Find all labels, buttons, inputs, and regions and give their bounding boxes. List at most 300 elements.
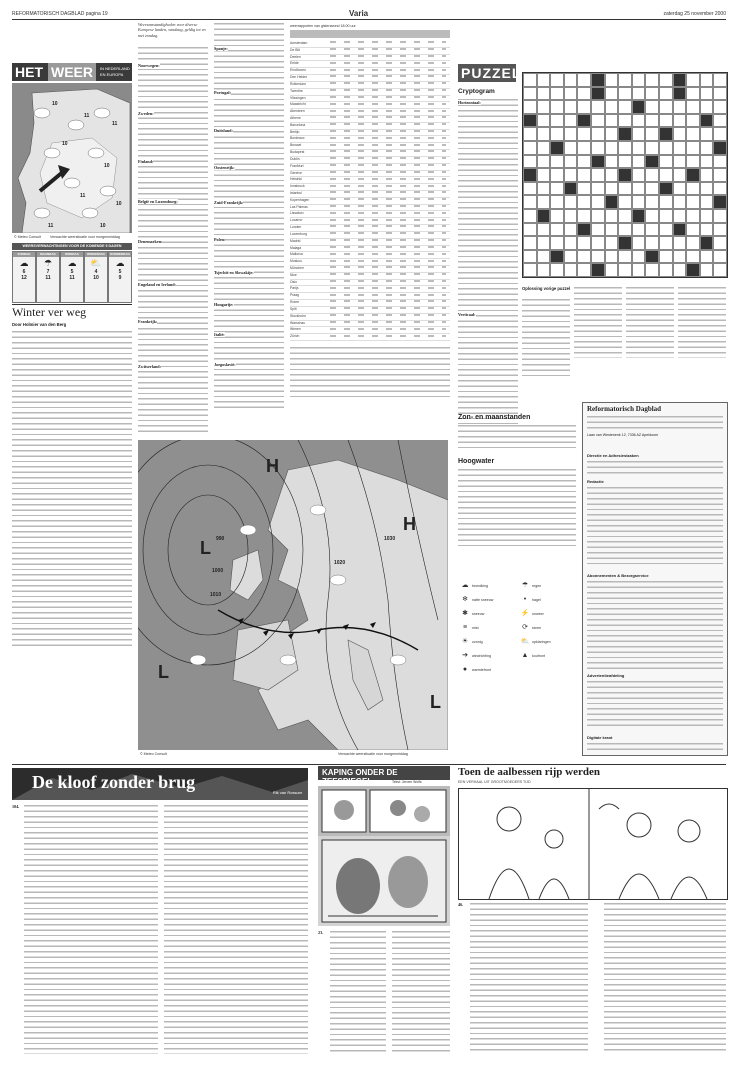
crossword-cell[interactable]: [713, 127, 727, 141]
crossword-cell[interactable]: [686, 209, 700, 223]
table-values: [330, 130, 446, 132]
crossword-cell[interactable]: [591, 182, 605, 196]
crossword-cell[interactable]: [645, 182, 659, 196]
table-city: Deelen: [290, 54, 301, 59]
crossword-cell[interactable]: [673, 168, 687, 182]
crossword-cell[interactable]: [713, 236, 727, 250]
crossword-cell[interactable]: [537, 141, 551, 155]
table-city: Brussel: [290, 143, 302, 148]
crossword-cell[interactable]: [591, 127, 605, 141]
crossword-cell[interactable]: [713, 100, 727, 114]
crossword-cell[interactable]: [700, 195, 714, 209]
crossword-cell[interactable]: [632, 87, 646, 101]
crossword-cell[interactable]: [537, 182, 551, 196]
crossword-cell[interactable]: [713, 73, 727, 87]
forecast-day-max: 11: [45, 275, 51, 281]
crossword-cell[interactable]: [537, 250, 551, 264]
forecast-day-name: DONDERDAG: [110, 252, 130, 256]
crossword-cell[interactable]: [523, 127, 537, 141]
crossword-cell[interactable]: [605, 263, 619, 277]
crossword-cell[interactable]: [550, 114, 564, 128]
crossword-cell[interactable]: [577, 236, 591, 250]
table-city: Genève: [290, 170, 302, 175]
crossword-cell[interactable]: [632, 127, 646, 141]
legend-label: opklaringen: [532, 640, 551, 644]
crossword-cell[interactable]: [550, 263, 564, 277]
europe-pressure-map: [138, 440, 448, 750]
crossword-cell[interactable]: [673, 100, 687, 114]
europe-lead: Finland:: [138, 159, 154, 164]
crossword-cell[interactable]: [686, 155, 700, 169]
crossword-cell[interactable]: [550, 182, 564, 196]
solution-col3: [626, 286, 674, 358]
crossword-cell[interactable]: [713, 114, 727, 128]
crossword-cell[interactable]: [618, 209, 632, 223]
legend-label: mist: [472, 626, 479, 630]
crossword-cell[interactable]: [591, 263, 605, 277]
crossword-cell[interactable]: [550, 250, 564, 264]
table-values: [330, 219, 446, 221]
crossword-cell[interactable]: [537, 209, 551, 223]
crossword-cell[interactable]: [645, 73, 659, 87]
legend-item: [518, 580, 576, 592]
crossword-cell[interactable]: [577, 73, 591, 87]
tide-text: [458, 468, 576, 548]
europe-lead: Zweden:: [138, 111, 154, 116]
legend-item: [458, 594, 516, 606]
crossword-cell[interactable]: [673, 127, 687, 141]
table-values: [330, 335, 446, 337]
forecast-day-max: 9: [118, 275, 122, 281]
crossword-cell[interactable]: [618, 195, 632, 209]
crossword-cell[interactable]: [577, 127, 591, 141]
table-values: [330, 198, 446, 200]
crossword-cell[interactable]: [550, 100, 564, 114]
crossword-cell[interactable]: [591, 223, 605, 237]
crossword-cell[interactable]: [591, 236, 605, 250]
masthead-date: zaterdag 25 november 2000: [663, 11, 726, 17]
crossword-cell[interactable]: [632, 250, 646, 264]
crossword-cell[interactable]: [713, 195, 727, 209]
isobar-label: 1020: [334, 560, 346, 566]
crossword-cell[interactable]: [713, 168, 727, 182]
crossword-cell[interactable]: [537, 236, 551, 250]
crossword-cell[interactable]: [523, 141, 537, 155]
pressure-high: H: [266, 456, 279, 476]
crossword-cell[interactable]: [605, 114, 619, 128]
crossword-cell[interactable]: [673, 236, 687, 250]
table-city: Bordeaux: [290, 136, 305, 141]
crossword-cell[interactable]: [673, 263, 687, 277]
table-values: [330, 178, 446, 180]
crossword-cell[interactable]: [550, 87, 564, 101]
crossword-cell[interactable]: [659, 114, 673, 128]
crossword-cell[interactable]: [659, 263, 673, 277]
crossword-cell[interactable]: [550, 141, 564, 155]
crossword-cell[interactable]: [686, 100, 700, 114]
crossword-cell[interactable]: [645, 168, 659, 182]
crossword-cell[interactable]: [605, 100, 619, 114]
crossword-cell[interactable]: [686, 263, 700, 277]
legend-label: sneeuw: [472, 612, 485, 616]
masthead-left: REFORMATORISCH DAGBLAD pagina 19: [12, 11, 108, 17]
crossword-cell[interactable]: [605, 87, 619, 101]
crossword-cell[interactable]: [564, 87, 578, 101]
table-city: Rome: [290, 300, 300, 305]
crossword-cell[interactable]: [564, 209, 578, 223]
crossword-cell[interactable]: [632, 73, 646, 87]
crossword-cell[interactable]: [645, 100, 659, 114]
crossword-cell[interactable]: [713, 250, 727, 264]
crossword-cell[interactable]: [605, 182, 619, 196]
crossword-cell[interactable]: [618, 182, 632, 196]
crossword-cell[interactable]: [577, 100, 591, 114]
crossword-cell[interactable]: [523, 114, 537, 128]
crossword-cell[interactable]: [591, 155, 605, 169]
crossword-cell[interactable]: [591, 195, 605, 209]
crossword-cell[interactable]: [686, 141, 700, 155]
crossword-cell[interactable]: [659, 209, 673, 223]
crossword-cell[interactable]: [577, 155, 591, 169]
crossword-cell[interactable]: [700, 87, 714, 101]
crossword-cell[interactable]: [659, 127, 673, 141]
crossword-cell[interactable]: [618, 114, 632, 128]
crossword-cell[interactable]: [618, 168, 632, 182]
crossword-cell[interactable]: [632, 141, 646, 155]
map-temp: 11: [48, 223, 54, 229]
crossword-cell[interactable]: [564, 263, 578, 277]
crossword-cell[interactable]: [659, 195, 673, 209]
crossword-cell[interactable]: [523, 236, 537, 250]
crossword-cell[interactable]: [564, 100, 578, 114]
pressure-high: H: [403, 514, 416, 534]
crossword-cell[interactable]: [645, 223, 659, 237]
crossword-cell[interactable]: [673, 250, 687, 264]
crossword-cell[interactable]: [659, 168, 673, 182]
crossword-cell[interactable]: [700, 182, 714, 196]
crossword-cell[interactable]: [550, 236, 564, 250]
crossword-cell[interactable]: [564, 223, 578, 237]
crossword-cell[interactable]: [686, 250, 700, 264]
crossword-cell[interactable]: [618, 155, 632, 169]
crossword-cell[interactable]: [523, 263, 537, 277]
crossword-cell[interactable]: [700, 73, 714, 87]
crossword-cell[interactable]: [537, 195, 551, 209]
crossword-cell[interactable]: [537, 100, 551, 114]
crossword-cell[interactable]: [550, 223, 564, 237]
crossword-cell[interactable]: [591, 141, 605, 155]
legend-item: [458, 622, 516, 634]
crossword-cell[interactable]: [700, 155, 714, 169]
crossword-cell[interactable]: [577, 168, 591, 182]
crossword-cell[interactable]: [645, 263, 659, 277]
crossword-cell[interactable]: [700, 250, 714, 264]
crossword-cell[interactable]: [673, 195, 687, 209]
crossword-cell[interactable]: [605, 236, 619, 250]
puzzle-brand-label: PUZZEL: [461, 65, 522, 81]
crossword-cell[interactable]: [645, 236, 659, 250]
weather-brand-het: HET: [15, 64, 43, 80]
crossword-cell[interactable]: [686, 182, 700, 196]
crossword-cell[interactable]: [523, 209, 537, 223]
crossword-cell[interactable]: [645, 141, 659, 155]
crossword-cell[interactable]: [523, 182, 537, 196]
table-values: [330, 75, 446, 77]
crossword-cell[interactable]: [564, 155, 578, 169]
masthead-section: Varia: [349, 9, 369, 18]
crossword-cell[interactable]: [605, 195, 619, 209]
puzzle-brand: [458, 64, 522, 82]
masthead-rule: [12, 19, 726, 20]
crossword-cell[interactable]: [645, 114, 659, 128]
crossword-cell[interactable]: [605, 73, 619, 87]
info-section-text: [587, 460, 723, 476]
crossword-cell[interactable]: [550, 73, 564, 87]
crossword-cell[interactable]: [618, 127, 632, 141]
crossword-cell[interactable]: [686, 127, 700, 141]
crossword-cell[interactable]: [632, 209, 646, 223]
crossword-cell[interactable]: [537, 155, 551, 169]
crossword-cell[interactable]: [564, 250, 578, 264]
table-values: [330, 314, 446, 316]
article-author: Door Holmier van den Berg: [12, 322, 67, 327]
legend-item: [518, 622, 576, 634]
table-values: [330, 253, 446, 255]
europe-lead: Noorwegen:: [138, 63, 160, 68]
crossword-cell[interactable]: [591, 100, 605, 114]
crossword-cell[interactable]: [577, 141, 591, 155]
crossword-cell[interactable]: [700, 209, 714, 223]
crossword-cell[interactable]: [618, 73, 632, 87]
crossword-cell[interactable]: [700, 236, 714, 250]
crossword-cell[interactable]: [564, 141, 578, 155]
weather-table: [290, 40, 450, 340]
crossword-cell[interactable]: [618, 223, 632, 237]
crossword-cell[interactable]: [673, 114, 687, 128]
crossword-cell[interactable]: [577, 195, 591, 209]
crossword-cell[interactable]: [686, 114, 700, 128]
crossword-cell[interactable]: [632, 195, 646, 209]
crossword-cell[interactable]: [537, 73, 551, 87]
crossword-cell[interactable]: [605, 209, 619, 223]
crossword-cell[interactable]: [686, 223, 700, 237]
crossword-cell[interactable]: [659, 182, 673, 196]
crossword-cell[interactable]: [605, 168, 619, 182]
crossword-cell[interactable]: [673, 87, 687, 101]
crossword-cell[interactable]: [618, 250, 632, 264]
table-city: Wenen: [290, 327, 301, 332]
crossword-cell[interactable]: [673, 141, 687, 155]
crossword-cell[interactable]: [537, 87, 551, 101]
crossword-cell[interactable]: [523, 100, 537, 114]
crossword-cell[interactable]: [591, 250, 605, 264]
crossword-cell[interactable]: [686, 73, 700, 87]
crossword-cell[interactable]: [632, 100, 646, 114]
crossword-cell[interactable]: [659, 73, 673, 87]
crossword-cell[interactable]: [673, 155, 687, 169]
crossword-cell[interactable]: [700, 263, 714, 277]
legend-item: [458, 580, 516, 592]
crossword-cell[interactable]: [645, 195, 659, 209]
crossword-cell[interactable]: [618, 100, 632, 114]
crossword-cell[interactable]: [577, 250, 591, 264]
legend-icon: ❄: [462, 596, 468, 603]
crossword-cell[interactable]: [645, 155, 659, 169]
crossword-cell[interactable]: [537, 223, 551, 237]
crossword-cell[interactable]: [577, 263, 591, 277]
crossword-cell[interactable]: [523, 73, 537, 87]
crossword-cell[interactable]: [523, 223, 537, 237]
crossword-cell[interactable]: [700, 141, 714, 155]
europe-lead: Tsjechië en Slowakije:: [214, 270, 254, 275]
crossword-cell[interactable]: [645, 250, 659, 264]
legend-label: natte sneeuw: [472, 598, 494, 602]
crossword-cell[interactable]: [700, 114, 714, 128]
crossword-cell[interactable]: [537, 168, 551, 182]
crossword-cell[interactable]: [523, 195, 537, 209]
crossword-cell[interactable]: [577, 209, 591, 223]
table-city: Stockholm: [290, 313, 306, 318]
forecast-day: [36, 251, 60, 303]
crossword-cell[interactable]: [700, 168, 714, 182]
europe-lead: Portugal:: [214, 90, 231, 95]
crossword-cell[interactable]: [564, 168, 578, 182]
crossword-cell[interactable]: [686, 195, 700, 209]
crossword-cell[interactable]: [659, 141, 673, 155]
crossword-cell[interactable]: [673, 223, 687, 237]
crossword-cell[interactable]: [605, 141, 619, 155]
crossword-cell[interactable]: [591, 114, 605, 128]
map-temp: 10: [100, 223, 106, 229]
table-city: Twenthe: [290, 88, 303, 93]
crossword-cell[interactable]: [523, 87, 537, 101]
crossword-cell[interactable]: [645, 127, 659, 141]
crossword-cell[interactable]: [605, 155, 619, 169]
crossword-cell[interactable]: [632, 168, 646, 182]
crossword-cell[interactable]: [686, 87, 700, 101]
forecast-title: WEERSVERWACHTINGEN VOOR DE KOMENDE 5 DAGEN: [12, 243, 132, 250]
crossword-cell[interactable]: [659, 223, 673, 237]
crossword-cell[interactable]: [659, 236, 673, 250]
crossword-cell[interactable]: [550, 155, 564, 169]
crossword-cell[interactable]: [673, 182, 687, 196]
crossword-cell[interactable]: [618, 236, 632, 250]
legend-icon: •: [523, 596, 527, 603]
europe-lead: Italië:: [214, 332, 225, 337]
crossword-cell[interactable]: [645, 209, 659, 223]
crossword-cell[interactable]: [713, 155, 727, 169]
crossword-cell[interactable]: [645, 87, 659, 101]
crossword-cell[interactable]: [700, 223, 714, 237]
forecast-day-max: 11: [69, 275, 75, 281]
stories-rule: [12, 764, 726, 765]
crossword-cell[interactable]: [537, 114, 551, 128]
crossword-cell[interactable]: [618, 263, 632, 277]
crossword-cell[interactable]: [632, 263, 646, 277]
crossword-cell[interactable]: [713, 87, 727, 101]
crossword-cell[interactable]: [618, 141, 632, 155]
crossword-cell[interactable]: [686, 168, 700, 182]
story3-title: Toen de aalbessen rijp werden: [458, 766, 600, 778]
crossword-cell[interactable]: [713, 209, 727, 223]
crossword-cell[interactable]: [659, 87, 673, 101]
crossword-cell[interactable]: [673, 73, 687, 87]
crossword-cell[interactable]: [577, 223, 591, 237]
crossword-cell[interactable]: [700, 100, 714, 114]
crossword-grid[interactable]: [522, 72, 728, 278]
table-values: [330, 144, 446, 146]
crossword-cell[interactable]: [550, 195, 564, 209]
crossword-cell[interactable]: [564, 127, 578, 141]
crossword-cell[interactable]: [591, 168, 605, 182]
crossword-cell[interactable]: [564, 182, 578, 196]
table-values: [330, 82, 446, 84]
crossword-cell[interactable]: [537, 263, 551, 277]
forecast-day-min: 6: [22, 269, 26, 275]
table-values: [330, 116, 446, 118]
crossword-cell[interactable]: [686, 236, 700, 250]
crossword-cell[interactable]: [591, 87, 605, 101]
crossword-cell[interactable]: [673, 209, 687, 223]
europe-lead: Zuid-Frankrijk:: [214, 200, 244, 205]
table-city: Maastricht: [290, 102, 306, 107]
weather-brand-sub2: EN EUROPA: [100, 72, 124, 77]
crossword-cell[interactable]: [632, 114, 646, 128]
crossword-cell[interactable]: [577, 114, 591, 128]
legend-icon: ☂: [521, 582, 529, 589]
crossword-cell[interactable]: [564, 114, 578, 128]
crossword-cell[interactable]: [564, 195, 578, 209]
crossword-cell[interactable]: [591, 209, 605, 223]
crossword-cell[interactable]: [632, 223, 646, 237]
crossword-cell[interactable]: [700, 127, 714, 141]
crossword-cell[interactable]: [550, 209, 564, 223]
crossword-cell[interactable]: [605, 250, 619, 264]
story2-number: 23.: [318, 930, 324, 935]
story3-illustration: [458, 788, 728, 900]
crossword-cell[interactable]: [523, 168, 537, 182]
crossword-cell[interactable]: [713, 223, 727, 237]
crossword-cell[interactable]: [713, 263, 727, 277]
cloud-icon: ☁: [19, 258, 29, 268]
crossword-cell[interactable]: [659, 100, 673, 114]
crossword-cell[interactable]: [591, 73, 605, 87]
crossword-cell[interactable]: [632, 155, 646, 169]
crossword-cell[interactable]: [550, 127, 564, 141]
crossword-cell[interactable]: [564, 236, 578, 250]
crossword-cell[interactable]: [713, 141, 727, 155]
crossword-cell[interactable]: [659, 155, 673, 169]
crossword-cell[interactable]: [564, 73, 578, 87]
table-values: [330, 157, 446, 159]
map-temp: 10: [116, 201, 122, 207]
crossword-cell[interactable]: [577, 182, 591, 196]
table-values: [330, 164, 446, 166]
crossword-cell[interactable]: [618, 87, 632, 101]
crossword-cell[interactable]: [577, 87, 591, 101]
crossword-cell[interactable]: [523, 155, 537, 169]
crossword-cell[interactable]: [523, 250, 537, 264]
crossword-cell[interactable]: [537, 127, 551, 141]
crossword-cell[interactable]: [605, 127, 619, 141]
crossword-cell[interactable]: [632, 182, 646, 196]
crossword-cell[interactable]: [632, 236, 646, 250]
crossword-cell[interactable]: [550, 168, 564, 182]
crossword-cell[interactable]: [713, 182, 727, 196]
crossword-cell[interactable]: [659, 250, 673, 264]
story1-author: Rik van Rossum: [272, 790, 302, 795]
crossword-cell[interactable]: [605, 223, 619, 237]
